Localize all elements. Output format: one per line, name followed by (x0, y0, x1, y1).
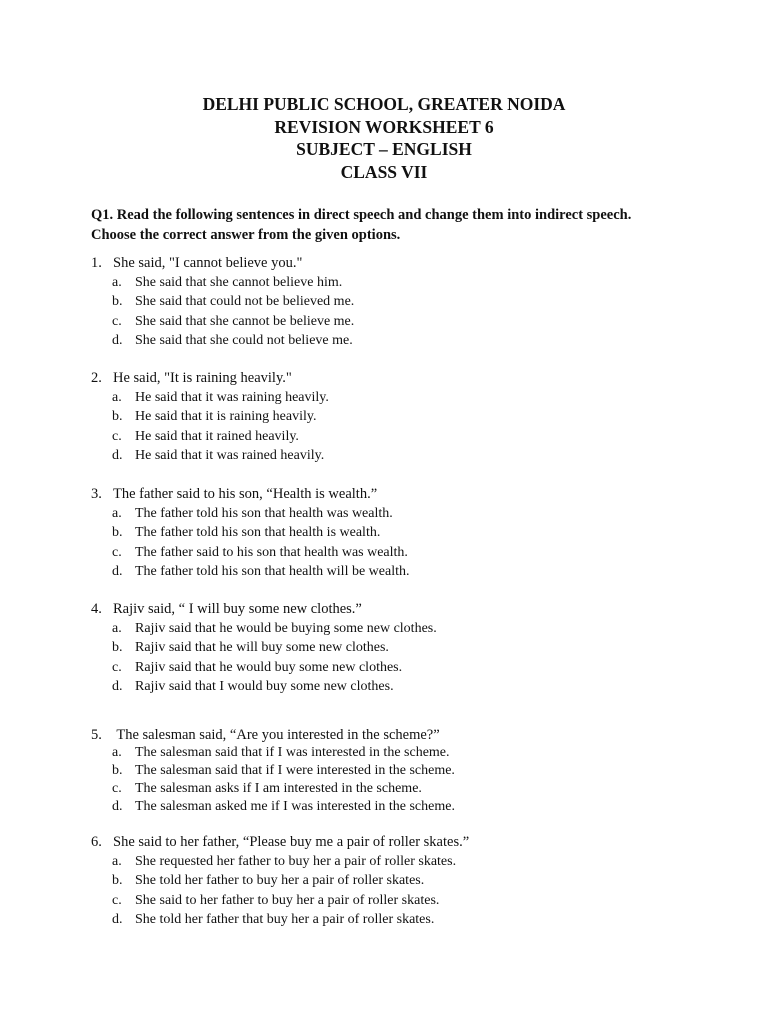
option-letter: d. (112, 799, 123, 814)
option-list (91, 619, 711, 696)
option-c (91, 427, 711, 446)
option-text: He said that it rained heavily. (135, 428, 299, 444)
option-text: She said that she cannot be believe me. (135, 313, 355, 329)
option-letter: a. (112, 621, 122, 636)
question-number: 3. (91, 486, 102, 502)
option-a (91, 852, 711, 871)
option-c (91, 312, 711, 331)
question-number: 6. (91, 834, 102, 850)
option-letter: c. (112, 428, 122, 444)
option-text: The salesman asks if I am interested in the scheme. (135, 781, 422, 796)
option-a (91, 504, 711, 523)
option-letter: c. (112, 892, 122, 908)
question-text: He said, "It is raining heavily." (113, 370, 292, 386)
instructions-line-2: Choose the correct answer from the given options. (91, 227, 401, 243)
option-letter: d. (112, 563, 123, 579)
worksheet-header (0, 93, 768, 183)
option-text: The salesman asked me if I was interested in the scheme. (135, 799, 455, 814)
option-text: The father said to his son that health was wealth. (135, 544, 408, 560)
question-stem (91, 600, 711, 619)
question-number: 2. (91, 370, 102, 386)
option-letter: b. (112, 873, 123, 889)
option-letter: b. (112, 294, 123, 310)
option-letter: c. (112, 781, 122, 796)
option-text: Rajiv said that he would buy some new clothes. (135, 659, 403, 675)
question-3 (91, 485, 711, 581)
option-b (91, 638, 711, 657)
option-text: She said to her father to buy her a pair of roller skates. (135, 892, 440, 908)
option-letter: b. (112, 409, 123, 425)
option-letter: a. (112, 745, 122, 760)
question-stem (91, 485, 711, 504)
option-text: She told her father that buy her a pair of roller skates. (135, 911, 435, 927)
option-list (91, 388, 711, 465)
question-number: 5. (91, 727, 102, 743)
option-text: He said that it was rained heavily. (135, 447, 325, 463)
question-stem (91, 726, 711, 745)
instructions-line-1: Q1. Read the following sentences in direct speech and change them into indirect speech. (91, 207, 632, 223)
question-text: She said, "I cannot believe you." (113, 255, 303, 271)
option-letter: b. (112, 525, 123, 541)
option-b (91, 762, 711, 780)
option-b (91, 407, 711, 426)
option-c (91, 780, 711, 798)
option-b (91, 871, 711, 890)
option-letter: d. (112, 332, 123, 348)
option-list (91, 504, 711, 581)
option-c (91, 891, 711, 910)
question-number: 1. (91, 255, 102, 271)
option-a (91, 273, 711, 292)
option-d (91, 910, 711, 929)
option-text: She said that she could not believe me. (135, 332, 353, 348)
question-4 (91, 600, 711, 696)
option-b (91, 523, 711, 542)
question-text: The salesman said, “Are you interested in the scheme?” (113, 727, 440, 743)
option-letter: c. (112, 659, 122, 675)
option-text: She said that she cannot believe him. (135, 275, 343, 290)
option-text: She said that could not be believed me. (135, 294, 355, 310)
option-letter: d. (112, 678, 123, 694)
option-letter: a. (112, 390, 122, 405)
worksheet-title: REVISION WORKSHEET 6 (274, 116, 494, 137)
option-letter: a. (112, 506, 122, 521)
option-text: Rajiv said that he would be buying some new clothes. (135, 621, 437, 636)
option-letter: a. (112, 275, 122, 290)
option-d (91, 562, 711, 581)
option-letter: a. (112, 854, 122, 869)
option-text: He said that it was raining heavily. (135, 390, 329, 405)
class-title: CLASS VII (340, 161, 428, 182)
question-1 (91, 254, 711, 350)
instructions (91, 205, 721, 245)
question-2 (91, 369, 711, 465)
question-stem (91, 369, 711, 388)
option-text: The father told his son that health was wealth. (135, 506, 393, 521)
option-letter: b. (112, 640, 123, 656)
option-a (91, 619, 711, 638)
option-d (91, 331, 711, 350)
option-d (91, 798, 711, 816)
option-text: The father told his son that health is wealth. (135, 525, 381, 541)
option-text: Rajiv said that I would buy some new clothes. (135, 678, 394, 694)
question-stem (91, 833, 711, 852)
option-text: The salesman said that if I was interested in the scheme. (135, 745, 450, 760)
option-d (91, 677, 711, 696)
option-text: She told her father to buy her a pair of roller skates. (135, 873, 425, 889)
school-name: DELHI PUBLIC SCHOOL, GREATER NOIDA (202, 94, 566, 114)
option-list (91, 852, 711, 929)
option-list (91, 273, 711, 350)
option-text: Rajiv said that he will buy some new clothes. (135, 640, 389, 656)
question-6 (91, 833, 711, 929)
option-text: She requested her father to buy her a pair of roller skates. (135, 854, 457, 869)
option-text: He said that it is raining heavily. (135, 409, 317, 425)
option-text: The salesman said that if I were interested in the scheme. (135, 763, 455, 778)
option-b (91, 292, 711, 311)
question-text: The father said to his son, “Health is wealth.” (113, 486, 378, 502)
option-list (91, 744, 711, 816)
option-c (91, 658, 711, 677)
question-number: 4. (91, 601, 102, 617)
option-letter: b. (112, 763, 123, 778)
option-letter: c. (112, 544, 122, 560)
option-letter: d. (112, 447, 123, 463)
question-text: Rajiv said, “ I will buy some new clothes.” (113, 601, 362, 617)
question-text: She said to her father, “Please buy me a pair of roller skates.” (113, 834, 470, 850)
option-letter: d. (112, 911, 123, 927)
option-text: The father told his son that health will be wealth. (135, 563, 410, 579)
option-c (91, 543, 711, 562)
option-d (91, 446, 711, 465)
question-5 (91, 726, 711, 816)
option-a (91, 744, 711, 762)
subject-title: SUBJECT – ENGLISH (296, 139, 472, 159)
option-letter: c. (112, 313, 122, 329)
option-a (91, 388, 711, 407)
question-stem (91, 254, 711, 273)
